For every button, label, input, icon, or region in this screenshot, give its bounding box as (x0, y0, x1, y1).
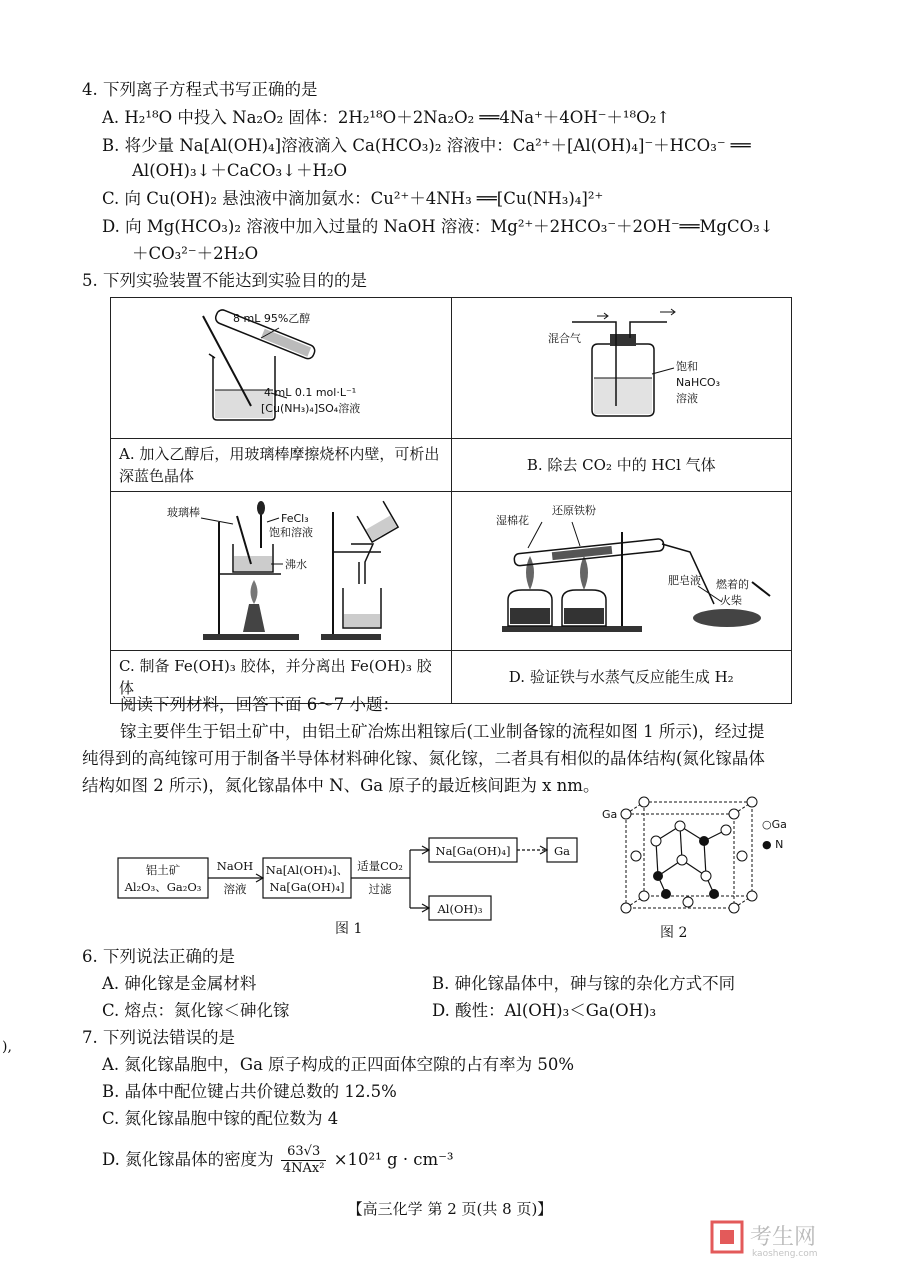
fig-d-label-soap: 肥皂液 (667, 574, 701, 587)
margin-mark: ), (2, 1039, 12, 1055)
fig-b-cell (451, 298, 792, 439)
option-c-text: C. 制备 Fe(OH)₃ 胶体，并分离出 Fe(OH)₃ 胶体 (119, 657, 432, 697)
figure-2-crystal (596, 796, 806, 941)
q7-option-d-suffix: ×10²¹ g · cm⁻³ (333, 1150, 454, 1169)
fig-c-label-fecl3: FeCl₃ (281, 512, 309, 525)
colloid-preparation-figure (111, 492, 451, 650)
q4-option-d-line2: ＋CO₃²⁻＋2H₂O (132, 244, 259, 263)
q7-option-c: C. 氮化镓晶胞中镓的配位数为 4 (102, 1109, 339, 1128)
watermark-sub: kaosheng.com (752, 1249, 818, 1258)
q7-density-fraction (281, 1144, 327, 1177)
fig-d-label-match2: 火柴 (719, 594, 742, 607)
q4-option-b-line1: B. 将少量 Na[Al(OH)₄]溶液滴入 Ca(HCO₃)₂ 溶液中：Ca²⁺＋[Al(OH)₄]⁻＋HCO₃⁻ ══ (102, 136, 751, 155)
fig-c-label-rod: 玻璃棒 (167, 506, 200, 519)
q7-stem: 7. 下列说法错误的是 (82, 1028, 235, 1047)
fig-a-label-conc: 4 mL 0.1 mol·L⁻¹ (264, 386, 357, 399)
q4-option-d-line1: D. 向 Mg(HCO₃)₂ 溶液中加入过量的 NaOH 溶液：Mg²⁺＋2HCO₃⁻＋2OH⁻══MgCO₃↓ (102, 217, 774, 236)
fig-b-label-saturated: 饱和 (675, 360, 698, 373)
q4-stem: 4. 下列离子方程式书写正确的是 (82, 80, 318, 99)
q6-option-c: C. 熔点：氮化镓＜砷化镓 (102, 1001, 290, 1020)
fig-b-label-nahco3: NaHCO₃ (675, 376, 720, 389)
flow-box-aloh3: Al(OH)₃ (437, 902, 483, 916)
fig2-ga-label: Ga (602, 808, 618, 821)
watermark-logo (710, 1218, 860, 1258)
flow-box-mixture-line2: Na[Ga(OH)₄] (269, 880, 345, 894)
gas-washing-bottle-figure (452, 298, 792, 438)
figure-1-caption: 图 1 (335, 921, 363, 937)
beaker-ethanol-figure (111, 298, 451, 438)
watermark-mark-icon (710, 1218, 860, 1258)
fig-c-label-boiling: 沸水 (285, 558, 307, 571)
fig-a-cell (111, 298, 452, 439)
fig2-legend-ga: ○Ga (762, 818, 787, 831)
q7-option-b: B. 晶体中配位键占共价键总数的 12.5% (102, 1082, 397, 1101)
q4-option-c: C. 向 Cu(OH)₂ 悬浊液中滴加氨水：Cu²⁺＋4NH₃ ══[Cu(NH₃)₄]²⁺ (102, 189, 604, 208)
fig-a-label-solution: [Cu(NH₃)₄]SO₄溶液 (261, 402, 361, 415)
q6-option-d: D. 酸性：Al(OH)₃＜Ga(OH)₃ (432, 1001, 657, 1020)
page-footer: 【高三化学 第 2 页(共 8 页)】 (347, 1200, 553, 1218)
option-a-caption (111, 439, 452, 492)
option-d-caption (451, 651, 792, 704)
fig-b-label-gas: 混合气 (547, 332, 581, 345)
q5-stem: 5. 下列实验装置不能达到实验目的的是 (82, 271, 367, 290)
q6-stem: 6. 下列说法正确的是 (82, 947, 235, 966)
reading-intro: 阅读下列材料，回答下面 6～7 小题： (120, 695, 399, 714)
flow-box-gallate: Na[Ga(OH)₄] (435, 844, 511, 858)
fig-c-label-saturated: 饱和溶液 (269, 526, 313, 539)
q4-option-a: A. H₂¹⁸O 中投入 Na₂O₂ 固体：2H₂¹⁸O＋2Na₂O₂ ══4Na⁺＋4OH⁻＋¹⁸O₂↑ (102, 108, 671, 127)
reading-para-line2: 纯得到的高纯镓可用于制备半导体材料砷化镓、氮化镓，二者具有相似的晶体结构(氮化镓晶体 (82, 749, 765, 768)
q7-fraction-denominator: 4NAx² (282, 1161, 325, 1176)
flow-arrow-naoh: NaOH (216, 859, 254, 873)
flow-arrow-solution: 溶液 (223, 882, 247, 896)
option-a-text: A. 加入乙醇后，用玻璃棒摩擦烧杯内壁，可析出深蓝色晶体 (119, 445, 440, 485)
figure-2-caption: 图 2 (660, 925, 688, 941)
fig-a-label-ethanol: 8 mL 95%乙醇 (233, 312, 311, 325)
fig-d-label-iron: 还原铁粉 (551, 504, 596, 517)
q6-option-a: A. 砷化镓是金属材料 (102, 974, 257, 993)
q7-option-a: A. 氮化镓晶胞中，Ga 原子构成的正四面体空隙的占有率为 50% (102, 1055, 575, 1074)
q7-fraction-numerator: 63√3 (281, 1144, 327, 1161)
q6-option-b: B. 砷化镓晶体中，砷与镓的杂化方式不同 (432, 974, 736, 993)
fig-b-label-solution: 溶液 (675, 392, 698, 405)
flow-box-ore-title: 铝土矿 (145, 863, 181, 877)
option-d-text: D. 验证铁与水蒸气反应能生成 H₂ (508, 668, 734, 686)
flow-box-ga: Ga (553, 844, 571, 858)
reading-para-line3: 结构如图 2 所示)，氮化镓晶体中 N、Ga 原子的最近核间距为 x nm。 (82, 776, 600, 795)
iron-steam-figure (452, 492, 792, 650)
flow-arrow-co2: 适量CO₂ (357, 859, 403, 873)
option-b-text: B. 除去 CO₂ 中的 HCl 气体 (526, 456, 716, 474)
fig2-legend-n: ● N (762, 838, 784, 851)
reading-para-line1: 镓主要伴生于铝土矿中，由铝土矿冶炼出粗镓后(工业制备镓的流程如图 1 所示)，经过提 (120, 722, 765, 741)
q7-option-d (102, 1144, 454, 1177)
fig-d-cell (451, 492, 792, 651)
watermark-text: 考生网 (750, 1225, 817, 1250)
flow-box-mixture-line1: Na[Al(OH)₄]、 (265, 863, 349, 877)
flow-box-ore-content: Al₂O₃、Ga₂O₃ (124, 880, 202, 894)
experiment-table (110, 297, 792, 704)
q7-option-d-prefix: D. 氮化镓晶体的密度为 (102, 1150, 274, 1169)
option-b-caption (451, 439, 792, 492)
fig-c-cell (111, 492, 452, 651)
q4-option-b-line2: Al(OH)₃↓＋CaCO₃↓＋H₂O (132, 161, 348, 180)
flow-arrow-filter: 过滤 (368, 882, 392, 896)
fig-d-label-cotton: 湿棉花 (495, 514, 529, 527)
fig-d-label-match1: 燃着的 (715, 578, 749, 591)
